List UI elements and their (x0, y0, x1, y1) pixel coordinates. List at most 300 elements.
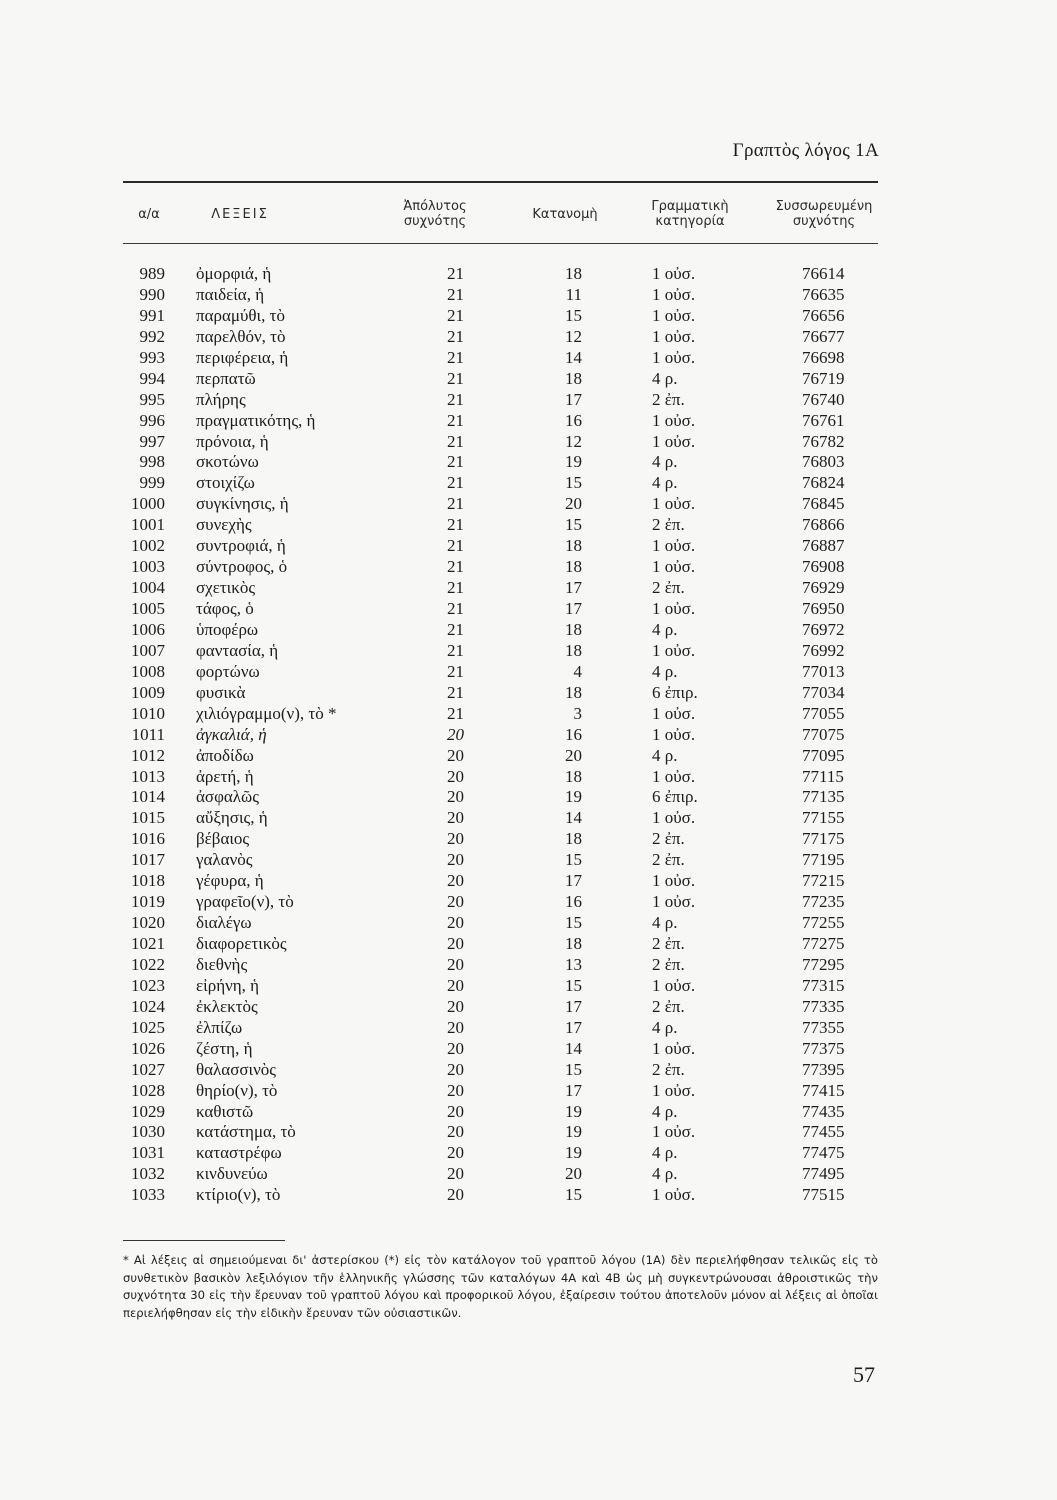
row-word: πλήρης (196, 389, 246, 409)
table-row (0, 1102, 1057, 1123)
row-cumulative-frequency: 76719 (802, 368, 845, 388)
row-cumulative-frequency: 77355 (802, 1017, 845, 1037)
row-cumulative-frequency: 77034 (802, 682, 845, 702)
row-cumulative-frequency: 76614 (802, 264, 845, 283)
row-number: 1018 (131, 871, 165, 891)
row-number: 1012 (131, 745, 165, 765)
table-row (0, 369, 1057, 390)
table-row (0, 808, 1057, 829)
table-row (0, 1185, 1057, 1206)
row-number: 1023 (131, 975, 165, 995)
row-cumulative-frequency: 76929 (802, 578, 845, 598)
row-distribution: 15 (565, 975, 582, 995)
row-word: σκοτώνω (196, 452, 259, 472)
header-absolute-line2: συχνότης (403, 214, 467, 229)
row-number: 989 (139, 264, 165, 283)
row-grammatical-category: 2 ἐπ. (652, 515, 685, 535)
row-absolute-frequency: 20 (447, 724, 464, 744)
row-grammatical-category: 1 οὐσ. (652, 599, 696, 618)
row-distribution: 18 (565, 640, 582, 660)
row-absolute-frequency: 20 (447, 934, 464, 953)
footnote: * Αἱ λέξεις αἱ σημειούμεναι δι' ἀστερίσκου (*) εἰς τὸν κατάλογον τοῦ γραπτοῦ λόγου (1Α) δὲν περιελήφθησαν τελικῶς εἰς τὸ συνθετικὸν βασικὸν λεξιλόγιον τῆν ἑλληνικῆς γλώσσης τῶν καταλόγων 4Α καὶ 4Β ὡς μὴ συγκεντρώνουσαι ἀθροιστικῶς τὴν συχνότητα 30 εἰς τὴν ἔρευναν τοῦ γραπτοῦ λόγου καὶ προφορικοῦ λόγου, ἐξαίρεσιν τούτου ἀποτελοῦν μόνον αἱ λέξεις αἱ ὁποῖαι περιελήφθησαν εἰς τὴν εἰδικὴν ἔρευναν τῶν οὐσιαστικῶν. (123, 1253, 878, 1320)
row-distribution: 14 (565, 808, 582, 828)
row-grammatical-category: 6 ἐπιρ. (652, 682, 698, 702)
table-row (0, 662, 1057, 683)
table-row (0, 955, 1057, 976)
table-row (0, 704, 1057, 725)
table-row (0, 432, 1057, 453)
row-cumulative-frequency: 77435 (802, 1101, 845, 1121)
row-absolute-frequency: 21 (447, 682, 464, 702)
row-word: συγκίνησις, ἡ (196, 494, 289, 514)
row-cumulative-frequency: 77013 (802, 661, 845, 681)
row-word: διαφορετικὸς (196, 934, 287, 953)
row-number: 1033 (131, 1185, 165, 1205)
row-cumulative-frequency: 77155 (802, 808, 845, 828)
row-grammatical-category: 1 οὐσ. (652, 264, 696, 283)
row-absolute-frequency: 21 (447, 284, 464, 304)
row-distribution: 20 (565, 745, 582, 765)
row-word: θαλασσινὸς (196, 1059, 277, 1079)
row-word: κτίριο(ν), τὸ (196, 1185, 281, 1205)
row-number: 1029 (131, 1101, 165, 1121)
table-row (0, 892, 1057, 913)
row-absolute-frequency: 20 (447, 1017, 464, 1037)
header-aa: α/α (138, 206, 160, 222)
table-row (0, 997, 1057, 1018)
row-absolute-frequency: 21 (447, 703, 464, 723)
row-cumulative-frequency: 77175 (802, 829, 845, 849)
footnote-rule (123, 1240, 285, 1241)
row-absolute-frequency: 21 (447, 599, 464, 618)
row-number: 1004 (131, 578, 165, 598)
row-word: καταστρέφω (196, 1143, 282, 1163)
row-number: 992 (139, 326, 165, 346)
row-absolute-frequency: 21 (447, 661, 464, 681)
row-absolute-frequency: 20 (447, 1080, 464, 1100)
running-title: Γραπτὸς λόγος 1Α (732, 140, 879, 161)
table-row (0, 1081, 1057, 1102)
row-absolute-frequency: 21 (447, 326, 464, 346)
row-number: 1024 (131, 996, 165, 1016)
row-absolute-frequency: 20 (447, 913, 464, 933)
row-grammatical-category: 1 οὐσ. (652, 494, 696, 514)
table-row (0, 536, 1057, 557)
row-absolute-frequency: 21 (447, 368, 464, 388)
header-distribution: Κατανομὴ (532, 206, 598, 222)
row-grammatical-category: 4 ρ. (652, 661, 678, 681)
row-word: σχετικὸς (196, 578, 256, 598)
row-grammatical-category: 2 ἐπ. (652, 1059, 685, 1079)
row-distribution: 19 (565, 1101, 582, 1121)
row-number: 1030 (131, 1122, 165, 1142)
row-distribution: 17 (565, 996, 582, 1016)
row-distribution: 15 (565, 1185, 582, 1205)
row-distribution: 11 (565, 284, 582, 304)
row-distribution: 15 (565, 850, 582, 870)
row-absolute-frequency: 21 (447, 557, 464, 577)
table-row (0, 348, 1057, 369)
table-row (0, 494, 1057, 515)
row-number: 991 (139, 305, 165, 325)
row-distribution: 12 (565, 431, 582, 451)
row-cumulative-frequency: 77235 (802, 892, 845, 912)
row-distribution: 18 (565, 619, 582, 639)
row-distribution: 18 (565, 536, 582, 556)
row-word: γέφυρα, ἡ (196, 871, 264, 891)
table-row (0, 285, 1057, 306)
row-cumulative-frequency: 77255 (802, 913, 845, 933)
row-distribution: 17 (565, 599, 582, 618)
row-number: 993 (139, 347, 165, 367)
row-word: γαλανὸς (196, 850, 253, 870)
row-grammatical-category: 1 οὐσ. (652, 724, 696, 744)
row-word: παρελθόν, τὸ (196, 326, 286, 346)
row-word: περιφέρεια, ἡ (196, 347, 289, 367)
row-absolute-frequency: 21 (447, 640, 464, 660)
row-absolute-frequency: 20 (447, 871, 464, 891)
row-absolute-frequency: 21 (447, 578, 464, 598)
row-grammatical-category: 4 ρ. (652, 619, 678, 639)
row-absolute-frequency: 20 (447, 975, 464, 995)
row-cumulative-frequency: 77055 (802, 703, 845, 723)
row-word: ὑποφέρω (196, 619, 259, 639)
row-number: 1008 (131, 661, 165, 681)
header-bottom-rule (123, 243, 878, 244)
row-cumulative-frequency: 76845 (802, 494, 845, 514)
header-gram-line2: κατηγορία (655, 214, 725, 229)
row-word: φυσικὰ (196, 682, 246, 702)
row-word: εἰρήνη, ἡ (196, 975, 260, 995)
row-grammatical-category: 2 ἐπ. (652, 996, 685, 1016)
row-absolute-frequency: 20 (447, 1164, 464, 1184)
row-cumulative-frequency: 77135 (802, 787, 845, 807)
table-row (0, 599, 1057, 620)
row-word: σύντροφος, ὁ (196, 557, 288, 577)
row-number: 1010 (131, 703, 165, 723)
row-cumulative-frequency: 76887 (802, 536, 845, 556)
row-cumulative-frequency: 76677 (802, 326, 845, 346)
row-grammatical-category: 4 ρ. (652, 368, 678, 388)
row-number: 1001 (131, 515, 165, 535)
row-absolute-frequency: 21 (447, 473, 464, 493)
table-row (0, 1164, 1057, 1185)
row-absolute-frequency: 21 (447, 452, 464, 472)
row-grammatical-category: 1 οὐσ. (652, 410, 696, 430)
row-cumulative-frequency: 76866 (802, 515, 845, 535)
row-distribution: 13 (565, 954, 582, 974)
row-cumulative-frequency: 77195 (802, 850, 845, 870)
table-row (0, 976, 1057, 997)
row-word: συντροφιά, ἡ (196, 536, 286, 556)
row-grammatical-category: 1 οὐσ. (652, 1080, 696, 1100)
row-word: πραγματικότης, ἡ (196, 410, 316, 430)
row-grammatical-category: 4 ρ. (652, 1164, 678, 1184)
row-cumulative-frequency: 77295 (802, 954, 845, 974)
table-row (0, 390, 1057, 411)
row-cumulative-frequency: 77455 (802, 1122, 845, 1142)
table-row (0, 515, 1057, 536)
row-grammatical-category: 2 ἐπ. (652, 850, 685, 870)
row-absolute-frequency: 20 (447, 996, 464, 1016)
row-grammatical-category: 1 οὐσ. (652, 1185, 696, 1205)
row-word: χιλιόγραμμο(ν), τὸ * (196, 703, 337, 723)
row-distribution: 3 (573, 703, 582, 723)
row-distribution: 15 (565, 473, 582, 493)
row-grammatical-category: 1 οὐσ. (652, 703, 696, 723)
row-distribution: 18 (565, 368, 582, 388)
row-absolute-frequency: 20 (447, 1143, 464, 1163)
row-absolute-frequency: 21 (447, 619, 464, 639)
header-top-rule (123, 181, 878, 183)
row-word: βέβαιος (196, 829, 250, 849)
row-absolute-frequency: 20 (447, 1122, 464, 1142)
row-grammatical-category: 1 οὐσ. (652, 892, 696, 912)
row-grammatical-category: 1 οὐσ. (652, 431, 696, 451)
frequency-table (0, 264, 1057, 1206)
table-row (0, 1060, 1057, 1081)
row-distribution: 19 (565, 1143, 582, 1163)
row-number: 1014 (131, 787, 165, 807)
row-cumulative-frequency: 76635 (802, 284, 845, 304)
row-absolute-frequency: 20 (447, 850, 464, 870)
row-distribution: 15 (565, 305, 582, 325)
row-number: 1019 (131, 892, 165, 912)
row-number: 1007 (131, 640, 165, 660)
row-word: φαντασία, ἡ (196, 640, 279, 660)
row-grammatical-category: 2 ἐπ. (652, 934, 685, 953)
row-absolute-frequency: 20 (447, 954, 464, 974)
row-cumulative-frequency: 76992 (802, 640, 845, 660)
table-row (0, 264, 1057, 285)
table-row (0, 327, 1057, 348)
row-distribution: 14 (565, 1038, 582, 1058)
table-row (0, 1143, 1057, 1164)
row-cumulative-frequency: 77395 (802, 1059, 845, 1079)
row-absolute-frequency: 21 (447, 264, 464, 283)
row-grammatical-category: 2 ἐπ. (652, 954, 685, 974)
row-absolute-frequency: 20 (447, 745, 464, 765)
row-grammatical-category: 2 ἐπ. (652, 389, 685, 409)
row-word: πρόνοια, ἡ (196, 431, 269, 451)
row-word: διεθνὴς (196, 954, 248, 974)
row-cumulative-frequency: 77375 (802, 1038, 845, 1058)
row-grammatical-category: 1 οὐσ. (652, 326, 696, 346)
row-number: 996 (139, 410, 165, 430)
row-distribution: 18 (565, 682, 582, 702)
row-word: γραφεῖο(ν), τὸ (196, 892, 294, 912)
row-absolute-frequency: 21 (447, 536, 464, 556)
row-grammatical-category: 6 ἐπιρ. (652, 787, 698, 807)
row-distribution: 20 (565, 494, 582, 514)
row-grammatical-category: 1 οὐσ. (652, 536, 696, 556)
table-row (0, 767, 1057, 788)
row-absolute-frequency: 21 (447, 347, 464, 367)
row-distribution: 15 (565, 1059, 582, 1079)
header-absolute-line1: Ἀπόλυτος (403, 199, 467, 214)
row-grammatical-category: 4 ρ. (652, 745, 678, 765)
table-row (0, 850, 1057, 871)
row-number: 1002 (131, 536, 165, 556)
row-absolute-frequency: 20 (447, 892, 464, 912)
row-grammatical-category: 4 ρ. (652, 1017, 678, 1037)
row-word: ὀμορφιά, ἡ (196, 264, 272, 283)
row-word: αὔξησις, ἡ (196, 808, 268, 828)
row-cumulative-frequency: 76950 (802, 599, 845, 618)
row-word: στοιχίζω (196, 473, 255, 493)
header-grammatical-category (625, 190, 755, 238)
header-absolute-frequency (380, 190, 490, 238)
row-absolute-frequency: 20 (447, 808, 464, 828)
table-row (0, 934, 1057, 955)
row-distribution: 18 (565, 766, 582, 786)
row-number: 1006 (131, 619, 165, 639)
row-word: κινδυνεύω (196, 1164, 268, 1184)
row-number: 1020 (131, 913, 165, 933)
table-row (0, 1122, 1057, 1143)
row-distribution: 18 (565, 829, 582, 849)
row-word: ζέστη, ἡ (196, 1038, 253, 1058)
row-number: 1016 (131, 829, 165, 849)
row-number: 1021 (131, 934, 165, 953)
row-number: 990 (139, 284, 165, 304)
table-row (0, 620, 1057, 641)
row-word: ἐλπίζω (196, 1017, 243, 1037)
table-row (0, 1039, 1057, 1060)
row-grammatical-category: 1 οὐσ. (652, 284, 696, 304)
row-cumulative-frequency: 77095 (802, 745, 845, 765)
table-row (0, 473, 1057, 494)
row-distribution: 18 (565, 934, 582, 953)
row-cumulative-frequency: 77515 (802, 1185, 845, 1205)
table-row (0, 557, 1057, 578)
row-number: 994 (139, 368, 165, 388)
row-grammatical-category: 1 οὐσ. (652, 557, 696, 577)
row-cumulative-frequency: 77475 (802, 1143, 845, 1163)
row-grammatical-category: 1 οὐσ. (652, 305, 696, 325)
table-row (0, 411, 1057, 432)
row-number: 1031 (131, 1143, 165, 1163)
row-grammatical-category: 2 ἐπ. (652, 578, 685, 598)
table-row (0, 871, 1057, 892)
row-word: παραμύθι, τὸ (196, 305, 285, 325)
row-number: 1027 (131, 1059, 165, 1079)
row-distribution: 18 (565, 264, 582, 283)
row-word: ἀρετή, ἡ (196, 766, 254, 786)
row-grammatical-category: 4 ρ. (652, 913, 678, 933)
table-row (0, 913, 1057, 934)
row-distribution: 17 (565, 1017, 582, 1037)
row-number: 1013 (131, 766, 165, 786)
row-absolute-frequency: 20 (447, 787, 464, 807)
header-gram-line1: Γραμματικὴ (651, 199, 729, 214)
row-word: θηρίο(ν), τὸ (196, 1080, 278, 1100)
row-absolute-frequency: 21 (447, 410, 464, 430)
row-grammatical-category: 1 οὐσ. (652, 1122, 696, 1142)
row-cumulative-frequency: 77275 (802, 934, 845, 953)
row-word: παιδεία, ἡ (196, 284, 265, 304)
row-absolute-frequency: 20 (447, 1101, 464, 1121)
row-absolute-frequency: 20 (447, 766, 464, 786)
table-row (0, 1018, 1057, 1039)
row-grammatical-category: 1 οὐσ. (652, 640, 696, 660)
row-number: 1003 (131, 557, 165, 577)
row-number: 1022 (131, 954, 165, 974)
row-grammatical-category: 1 οὐσ. (652, 347, 696, 367)
table-row (0, 641, 1057, 662)
row-cumulative-frequency: 76740 (802, 389, 845, 409)
row-absolute-frequency: 21 (447, 305, 464, 325)
row-grammatical-category: 4 ρ. (652, 1101, 678, 1121)
row-number: 1005 (131, 599, 165, 618)
row-distribution: 20 (565, 1164, 582, 1184)
row-cumulative-frequency: 76698 (802, 347, 845, 367)
row-number: 1032 (131, 1164, 165, 1184)
header-cumulative-frequency (760, 190, 888, 238)
row-word: τάφος, ὁ (196, 599, 254, 618)
row-number: 1015 (131, 808, 165, 828)
row-word: κατάστημα, τὸ (196, 1122, 296, 1142)
row-cumulative-frequency: 77415 (802, 1080, 845, 1100)
row-word: ἀγκαλιά, ἡ (196, 724, 267, 744)
table-row (0, 829, 1057, 850)
row-cumulative-frequency: 76908 (802, 557, 845, 577)
row-word: διαλέγω (196, 913, 252, 933)
row-distribution: 19 (565, 452, 582, 472)
table-row (0, 725, 1057, 746)
row-distribution: 17 (565, 578, 582, 598)
row-number: 995 (139, 389, 165, 409)
header-lexeis: ΛΕΞΕΙΣ (211, 206, 269, 222)
row-distribution: 17 (565, 1080, 582, 1100)
row-grammatical-category: 1 οὐσ. (652, 808, 696, 828)
row-cumulative-frequency: 77075 (802, 724, 845, 744)
row-word: καθιστῶ (196, 1101, 254, 1121)
row-number: 1028 (131, 1080, 165, 1100)
row-distribution: 12 (565, 326, 582, 346)
row-cumulative-frequency: 77495 (802, 1164, 845, 1184)
row-distribution: 17 (565, 871, 582, 891)
row-distribution: 19 (565, 787, 582, 807)
row-number: 1017 (131, 850, 165, 870)
row-word: ἐκλεκτὸς (196, 996, 258, 1016)
row-word: ἀποδίδω (196, 745, 254, 765)
row-number: 999 (139, 473, 165, 493)
row-absolute-frequency: 21 (447, 494, 464, 514)
row-number: 1011 (131, 724, 165, 744)
row-word: περπατῶ (196, 368, 256, 388)
row-distribution: 16 (565, 410, 582, 430)
row-cumulative-frequency: 77215 (802, 871, 845, 891)
row-cumulative-frequency: 77315 (802, 975, 845, 995)
row-distribution: 16 (565, 724, 582, 744)
row-distribution: 15 (565, 515, 582, 535)
row-number: 1025 (131, 1017, 165, 1037)
row-cumulative-frequency: 76761 (802, 410, 845, 430)
table-row (0, 746, 1057, 767)
row-grammatical-category: 1 οὐσ. (652, 1038, 696, 1058)
row-distribution: 14 (565, 347, 582, 367)
table-row (0, 306, 1057, 327)
row-absolute-frequency: 21 (447, 389, 464, 409)
header-sys-line2: συχνότης (792, 214, 856, 229)
row-absolute-frequency: 20 (447, 1059, 464, 1079)
row-number: 1000 (131, 494, 165, 514)
row-grammatical-category: 4 ρ. (652, 473, 678, 493)
row-cumulative-frequency: 77335 (802, 996, 845, 1016)
row-distribution: 16 (565, 892, 582, 912)
row-number: 1026 (131, 1038, 165, 1058)
